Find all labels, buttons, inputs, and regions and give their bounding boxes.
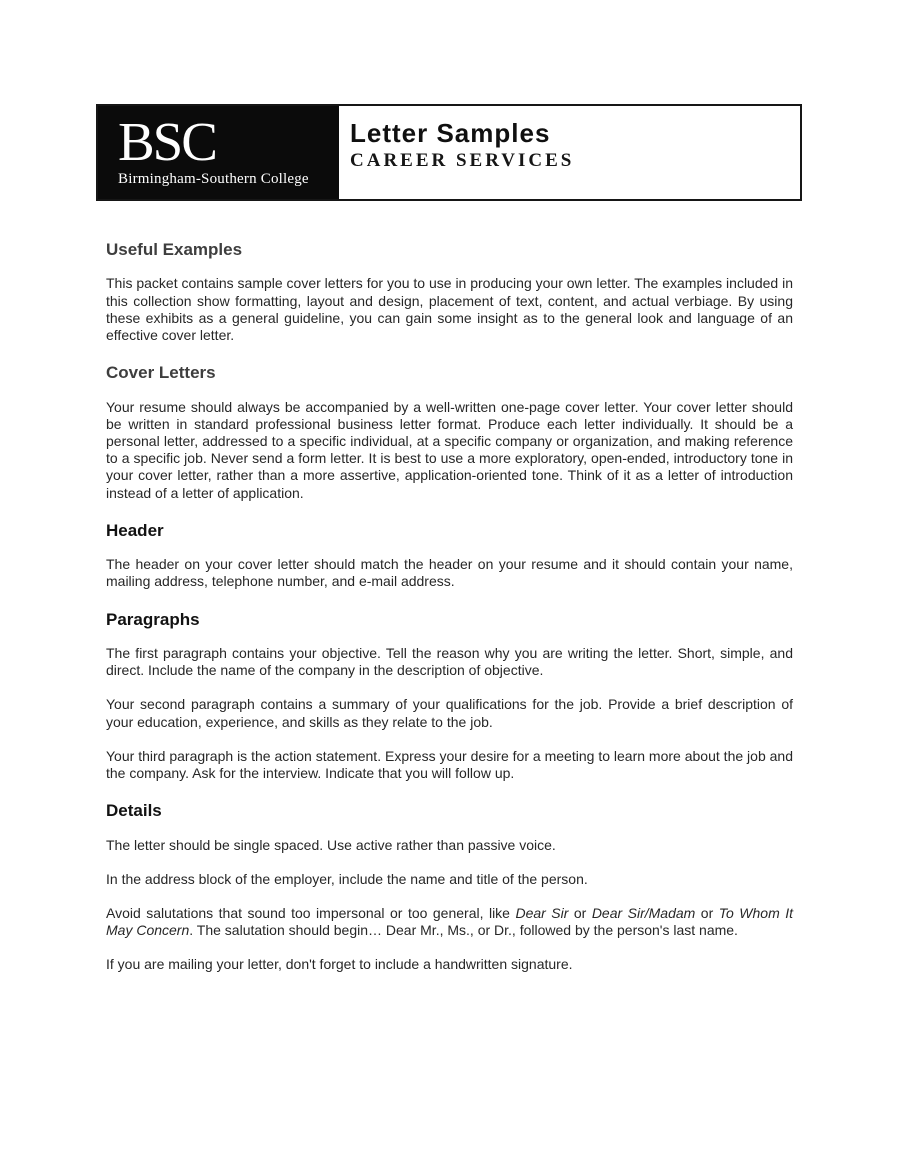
paragraph-useful-examples: This packet contains sample cover letters for you to use in producing your own letter. The examples included in this collection show formatting, layout and design, placement of text, content, and actual verbiage. By using these exhibits as a general guideline, you can gain some insight as to the general look and language of an effective cover letter.: [106, 275, 793, 343]
document-body: [106, 201, 793, 991]
document-subtitle: CAREER SERVICES: [350, 149, 575, 171]
banner-title-block: [339, 106, 574, 199]
paragraph-third-action: Your third paragraph is the action statement. Express your desire for a meeting to learn more about the job and the company. Ask for the interview. Indicate that you will follow up.: [106, 747, 793, 782]
section-heading-useful-examples: Useful Examples: [106, 240, 243, 259]
paragraph-salutations: [106, 905, 793, 939]
paragraph-single-spaced: The letter should be single spaced. Use active rather than passive voice.: [106, 836, 556, 853]
section-heading-details: Details: [106, 801, 162, 821]
text-segment-italic: To Whom It May Concern: [106, 905, 793, 939]
paragraph-first-objective: The first paragraph contains your objective. Tell the reason why you are writing the letter. Short, simple, and direct. Include the name of the company in the description of objective.: [106, 645, 793, 679]
paragraph-cover-letters: Your resume should always be accompanied by a well-written one-page cover letter. Your cover letter should be written in standard professional business letter format. Produce each letter individually. It should be a personal letter, addressed to a specific individual, at a specific company or organization, and making reference to a specific job. Never send a form letter. It is best to use a more exploratory, open-ended, introductory tone in your cover letter, rather than a more assertive, application-oriented tone. Think of it as a letter of introduction instead of a letter of application.: [106, 398, 793, 501]
paragraph-header: The header on your cover letter should match the header on your resume and it should contain your name, mailing address, telephone number, and e-mail address.: [106, 556, 793, 590]
text-segment: or: [695, 905, 719, 922]
bsc-logo: [98, 106, 339, 199]
logo-acronym: BSC: [118, 111, 216, 173]
text-segment-italic: Dear Sir: [515, 905, 569, 922]
paragraph-second-qualifications: Your second paragraph contains a summary of your qualifications for the job. Provide a brief description of your education, experience, and skills as they relate to the job.: [106, 696, 793, 730]
text-segment: . The salutation should begin… Dear Mr., Ms., or Dr., followed by the person's last name.: [189, 922, 738, 939]
text-segment-italic: Dear Sir/Madam: [591, 905, 696, 922]
section-heading-cover-letters: Cover Letters: [106, 363, 216, 383]
text-segment: or: [568, 905, 592, 922]
document-title: Letter Samples: [350, 118, 551, 148]
section-heading-header: Header: [106, 520, 164, 540]
paragraph-address-block: In the address block of the employer, include the name and title of the person.: [106, 870, 588, 887]
logo-college-name: Birmingham-Southern College: [118, 170, 309, 187]
text-segment: Avoid salutations that sound too impersonal or too general, like: [106, 905, 516, 922]
banner: [96, 104, 802, 201]
paragraph-handwritten-signature: If you are mailing your letter, don't forget to include a handwritten signature.: [106, 956, 573, 973]
section-heading-paragraphs: Paragraphs: [106, 609, 200, 629]
